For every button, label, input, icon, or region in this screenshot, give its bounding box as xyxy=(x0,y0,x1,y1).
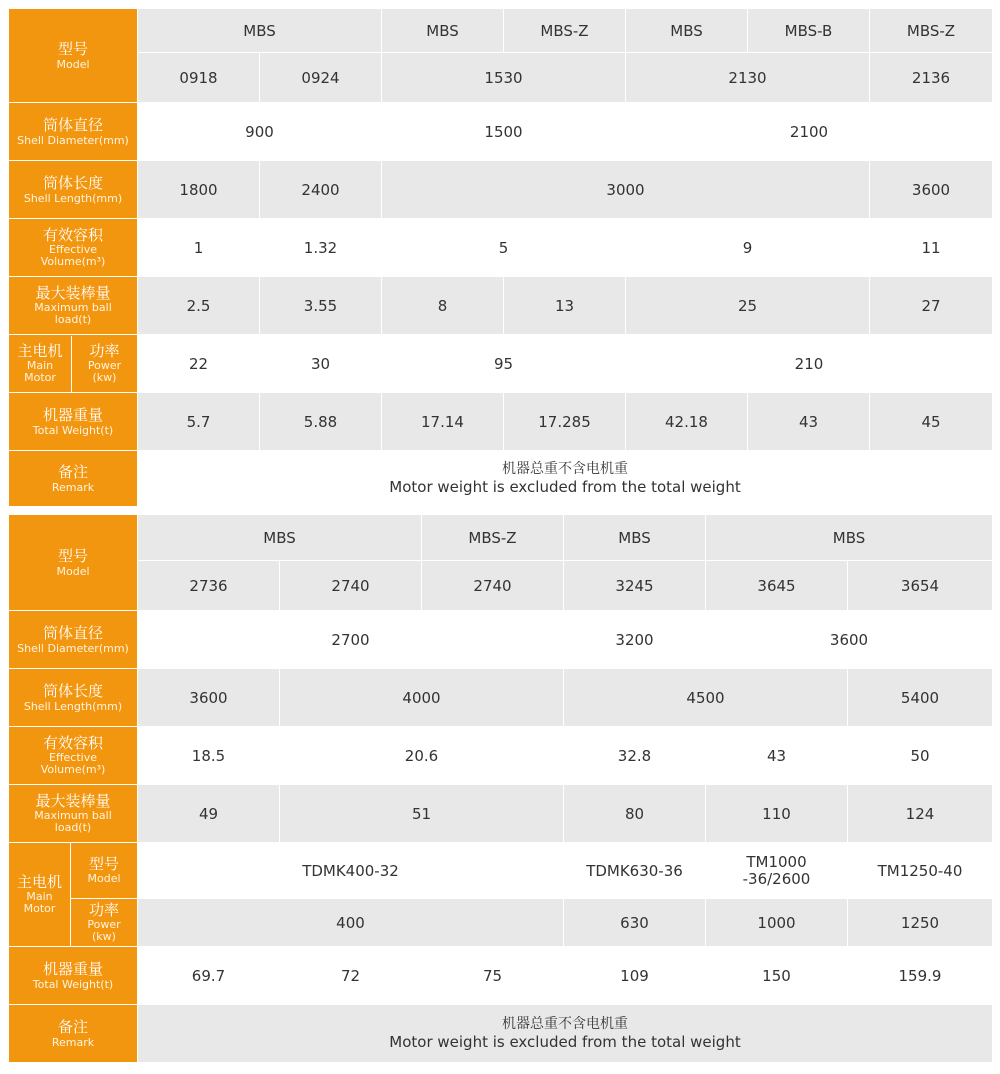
value-cell: 630 xyxy=(564,899,706,947)
shell-diameter-label-en: Shell Diameter(mm) xyxy=(17,641,129,655)
motor-model-label-zh: 型号 xyxy=(88,855,119,873)
remark-text-zh: 机器总重不含电机重 xyxy=(502,461,628,477)
effective-volume-label-en: Effective xyxy=(49,751,97,764)
effective-volume-label-zh: 有效容积 xyxy=(42,226,103,244)
model-cell: 3645 xyxy=(706,561,848,611)
value-cell: 80 xyxy=(564,785,706,843)
value-cell: 2400 xyxy=(260,161,382,219)
max-ball-load-label-en-unit: load(t) xyxy=(54,313,92,326)
effective-volume-label-en-unit: Volume(m³) xyxy=(40,763,106,776)
value-cell: 5400 xyxy=(848,669,993,727)
effective-volume-label-en-unit: Volume(m³) xyxy=(40,255,106,268)
value-cell xyxy=(706,843,848,899)
shell-length-label-zh: 筒体长度 xyxy=(42,681,103,700)
remark-text-zh: 机器总重不含电机重 xyxy=(502,1016,628,1032)
max-ball-load-label-zh: 最大装棒量 xyxy=(35,792,111,810)
value-cell: 43 xyxy=(748,393,870,451)
model-cell: 0918 xyxy=(138,53,260,103)
value-cell: 400 xyxy=(138,899,564,947)
value-cell: TM1250-40 xyxy=(848,843,993,899)
max-ball-load-label-en: Maximum ball xyxy=(34,809,112,822)
remark-text-en: Motor weight is excluded from the total weight xyxy=(389,478,741,496)
value-cell: 20.6 xyxy=(280,727,564,785)
value-cell: 4000 xyxy=(280,669,564,727)
max-ball-load-header xyxy=(9,277,138,335)
main-motor-power-header xyxy=(9,335,138,393)
remark-header xyxy=(9,1005,138,1063)
main-motor-label-en-2: Motor xyxy=(23,902,56,915)
model-cell: 3245 xyxy=(564,561,706,611)
model-cell: 2740 xyxy=(422,561,564,611)
motor-model-label-en: Model xyxy=(87,872,121,885)
series-cell: MBS xyxy=(382,9,504,53)
value-cell: TDMK630-36 xyxy=(564,843,706,899)
shell-diameter-label-en: Shell Diameter(mm) xyxy=(17,133,129,147)
value-cell: 95 xyxy=(382,335,626,393)
value-cell: 2.5 xyxy=(138,277,260,335)
value-cell: 3600 xyxy=(870,161,993,219)
value-cell: 1800 xyxy=(138,161,260,219)
value-cell: 8 xyxy=(382,277,504,335)
effective-volume-label-zh: 有效容积 xyxy=(42,734,103,752)
main-motor-label-en: Main xyxy=(26,890,53,903)
series-cell: MBS xyxy=(706,515,993,561)
value-cell: 11 xyxy=(870,219,993,277)
value-cell: 27 xyxy=(870,277,993,335)
main-motor-label-en-2: Motor xyxy=(24,371,56,384)
total-weight-header xyxy=(9,947,138,1005)
value-cell: 110 xyxy=(706,785,848,843)
effective-volume-label-en: Effective xyxy=(49,243,97,256)
shell-diameter-label-zh: 筒体直径 xyxy=(42,115,103,134)
value-cell: 210 xyxy=(626,335,993,393)
series-cell: MBS-Z xyxy=(504,9,626,53)
value-cell: 50 xyxy=(848,727,993,785)
shell-length-header xyxy=(9,161,138,219)
shell-length-label-en: Shell Length(mm) xyxy=(23,699,123,713)
total-weight-label-zh: 机器重量 xyxy=(42,405,103,424)
power-label xyxy=(72,336,137,392)
motor-model-line-1: TM1000 xyxy=(746,852,807,871)
remark-label-zh: 备注 xyxy=(57,462,88,481)
model-cell: 0924 xyxy=(260,53,382,103)
value-cell: 17.14 xyxy=(382,393,504,451)
value-cell: 69.7 xyxy=(138,947,280,1005)
shell-length-header xyxy=(9,669,138,727)
value-cell: 3000 xyxy=(382,161,870,219)
series-cell: MBS-B xyxy=(748,9,870,53)
remark-cell xyxy=(138,1005,993,1063)
total-weight-label-en: Total Weight(t) xyxy=(32,977,114,991)
value-cell: 25 xyxy=(626,277,870,335)
motor-model-line-2: -36/2600 xyxy=(742,869,811,888)
power-header xyxy=(71,899,138,947)
value-cell: 18.5 xyxy=(138,727,280,785)
value-cell: 124 xyxy=(848,785,993,843)
model-cell: 3654 xyxy=(848,561,993,611)
value-cell: 2100 xyxy=(626,103,993,161)
max-ball-load-header xyxy=(9,785,138,843)
main-motor-header xyxy=(9,843,71,947)
shell-diameter-header xyxy=(9,103,138,161)
value-cell: 4500 xyxy=(564,669,848,727)
effective-volume-header xyxy=(9,219,138,277)
model-cell: 2136 xyxy=(870,53,993,103)
model-label-en: Model xyxy=(56,564,90,578)
power-label-en: Power xyxy=(87,918,121,931)
remark-label-en: Remark xyxy=(51,480,95,494)
main-motor-label-en: Main xyxy=(26,359,54,372)
value-cell: 5 xyxy=(382,219,626,277)
power-label-zh: 功率 xyxy=(88,901,119,919)
value-cell: 43 xyxy=(706,727,848,785)
value-cell: 5.7 xyxy=(138,393,260,451)
value-cell: 150 xyxy=(706,947,848,1005)
effective-volume-header xyxy=(9,727,138,785)
value-cell: 2700 xyxy=(138,611,564,669)
value-cell: 45 xyxy=(870,393,993,451)
value-cell: 159.9 xyxy=(848,947,993,1005)
value-cell: 49 xyxy=(138,785,280,843)
model-label-zh: 型号 xyxy=(57,546,88,565)
value-cell: 42.18 xyxy=(626,393,748,451)
remark-label-en: Remark xyxy=(51,1035,95,1049)
series-cell: MBS-Z xyxy=(870,9,993,53)
value-cell: TDMK400-32 xyxy=(138,843,564,899)
value-cell: 17.285 xyxy=(504,393,626,451)
spec-table-1 xyxy=(8,8,993,507)
remark-cell xyxy=(138,451,993,507)
shell-length-label-en: Shell Length(mm) xyxy=(23,191,123,205)
remark-text-en: Motor weight is excluded from the total weight xyxy=(389,1033,741,1051)
value-cell: 1 xyxy=(138,219,260,277)
value-cell: 30 xyxy=(260,335,382,393)
value-cell: 1500 xyxy=(382,103,626,161)
model-label-zh: 型号 xyxy=(57,39,88,58)
model-header xyxy=(9,515,138,611)
value-cell: 3200 xyxy=(564,611,706,669)
max-ball-load-label-en-unit: load(t) xyxy=(54,821,92,834)
value-cell: 22 xyxy=(138,335,260,393)
power-label-en: Power xyxy=(87,359,122,372)
series-cell: MBS-Z xyxy=(422,515,564,561)
model-cell: 2130 xyxy=(626,53,870,103)
model-cell: 2740 xyxy=(280,561,422,611)
total-weight-label-zh: 机器重量 xyxy=(42,959,103,978)
motor-model-header xyxy=(71,843,138,899)
series-cell: MBS xyxy=(138,515,422,561)
series-cell: MBS xyxy=(138,9,382,53)
series-cell: MBS xyxy=(626,9,748,53)
remark-label-zh: 备注 xyxy=(57,1017,88,1036)
spec-table-2 xyxy=(8,514,993,1063)
value-cell: 75 xyxy=(422,947,564,1005)
main-motor-label xyxy=(9,336,72,392)
model-label-en: Model xyxy=(56,57,90,71)
main-motor-label-zh: 主电机 xyxy=(16,873,62,891)
value-cell: 3.55 xyxy=(260,277,382,335)
power-label-unit: (kw) xyxy=(92,371,117,384)
value-cell: 72 xyxy=(280,947,422,1005)
remark-header xyxy=(9,451,138,507)
value-cell: 1250 xyxy=(848,899,993,947)
value-cell: 51 xyxy=(280,785,564,843)
value-cell: 5.88 xyxy=(260,393,382,451)
value-cell: 1000 xyxy=(706,899,848,947)
max-ball-load-label-en: Maximum ball xyxy=(34,301,112,314)
power-label-zh: 功率 xyxy=(89,342,120,360)
model-header xyxy=(9,9,138,103)
series-cell: MBS xyxy=(564,515,706,561)
shell-diameter-header xyxy=(9,611,138,669)
value-cell: 3600 xyxy=(706,611,993,669)
value-cell: 3600 xyxy=(138,669,280,727)
shell-length-label-zh: 筒体长度 xyxy=(42,173,103,192)
value-cell: 900 xyxy=(138,103,382,161)
model-cell: 2736 xyxy=(138,561,280,611)
main-motor-label-zh: 主电机 xyxy=(17,342,63,360)
shell-diameter-label-zh: 筒体直径 xyxy=(42,623,103,642)
total-weight-label-en: Total Weight(t) xyxy=(32,423,114,437)
max-ball-load-label-zh: 最大装棒量 xyxy=(35,284,111,302)
power-label-unit: (kw) xyxy=(92,930,116,943)
total-weight-header xyxy=(9,393,138,451)
value-cell: 9 xyxy=(626,219,870,277)
value-cell: 32.8 xyxy=(564,727,706,785)
value-cell: 109 xyxy=(564,947,706,1005)
value-cell: 1.32 xyxy=(260,219,382,277)
model-cell: 1530 xyxy=(382,53,626,103)
value-cell: 13 xyxy=(504,277,626,335)
